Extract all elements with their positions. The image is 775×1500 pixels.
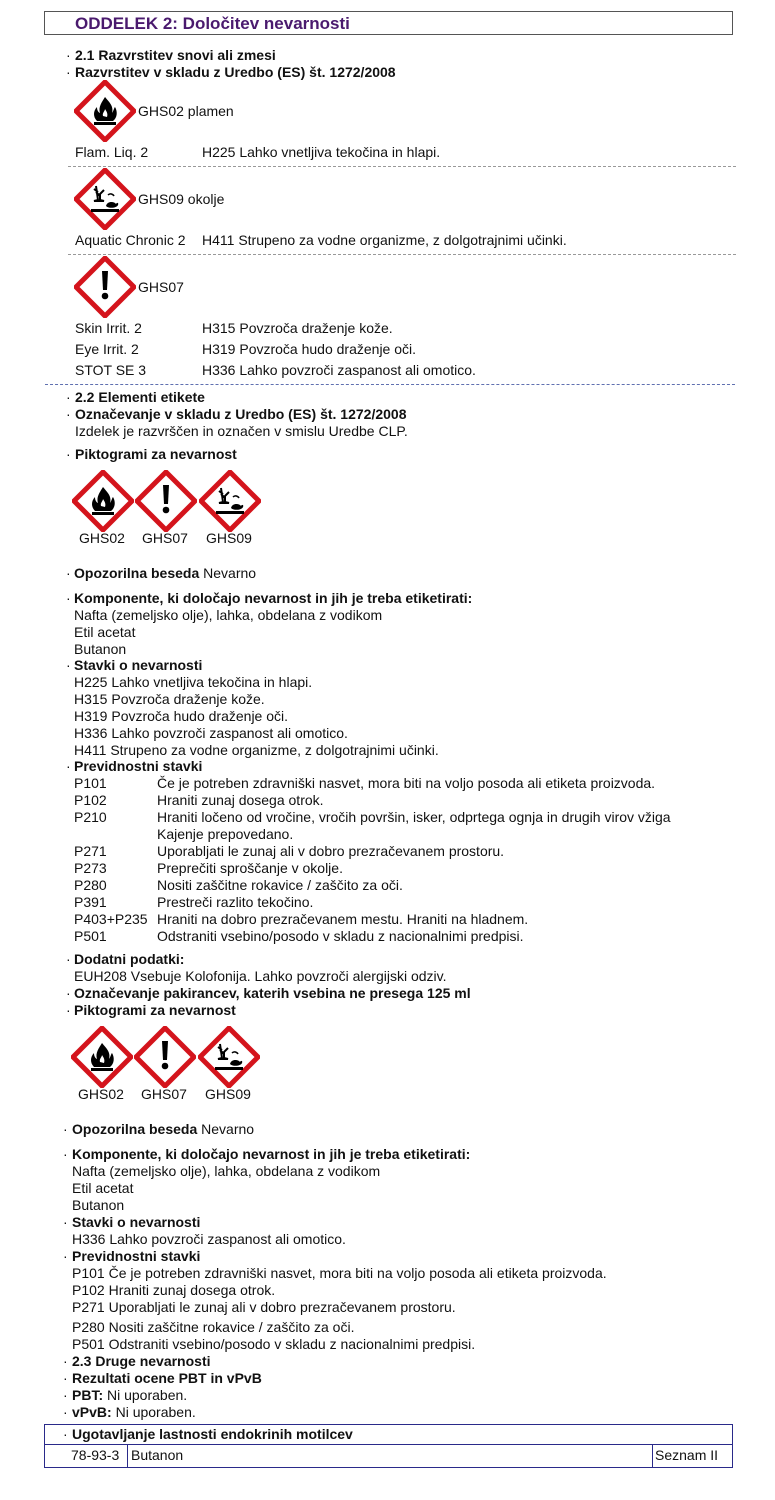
pictogram-label: GHS07 [138,279,184,295]
precaution-code: P280 [74,877,107,893]
hazard-item: H336 Lahko povzroči zaspanost ali omotico. [72,1231,346,1247]
precaution-code: P273 [74,860,107,876]
flame-icon [71,1026,133,1088]
precaution-text: Odstraniti vsebino/posodo v skladu z nacionalnimi predpisi. [157,928,524,944]
environment-icon [74,168,136,230]
hazard-item: H411 Strupeno za vodne organizme, z dolgotrajnimi učinki. [74,742,439,758]
pbt-result-part: Ni uporaben. [107,1387,188,1403]
subsection-heading-2-3: 2.3 Druge nevarnosti [72,1353,211,1369]
hazard-item: H336 Lahko povzroči zaspanost ali omotico. [74,725,348,741]
precaution-text: Nositi zaščitne rokavice / zaščito za oči. [157,877,403,893]
bullet: · [63,1404,68,1420]
cas-number: 78-93-3 [71,1447,120,1463]
small-signal-word-part: Opozorilna beseda [72,1121,202,1137]
small-hazard-heading: Stavki o nevarnosti [72,1214,201,1230]
precaution-code: P501 [74,928,107,944]
pbt-result-part: PBT: [72,1387,107,1403]
small-pictograms-heading: Piktogrami za nevarnost [74,1002,236,1018]
bullet: · [66,47,71,63]
pictogram-code: GHS07 [141,1086,187,1102]
precaution-code: P102 [74,792,107,808]
component-item: Etil acetat [74,624,136,640]
substance-name: Butanon [131,1447,184,1463]
pictogram-code: GHS09 [206,530,252,546]
flame-icon [74,80,136,142]
classification-heading: Razvrstitev v skladu z Uredbo (ES) št. 1272/2008 [75,64,396,80]
hazard-class: Eye Irrit. 2 [75,341,139,357]
precaution-text: Preprečiti sproščanje v okolje. [157,860,343,876]
environment-icon [199,470,261,532]
pictogram-code: GHS09 [205,1086,251,1102]
flame-icon-svg [72,470,134,532]
pictogram-code: GHS07 [142,530,188,546]
precaution-text-cont: Kajenje prepovedano. [157,826,294,842]
hazard-item: H315 Povzroča draženje kože. [74,691,265,707]
small-signal-word-part: Nevarno [201,1121,255,1137]
bullet: · [66,64,71,80]
exclamation-icon [74,256,136,318]
precaution-heading: Previdnostni stavki [74,758,203,774]
bullet: · [63,1426,68,1442]
vpvb-result [72,1404,196,1421]
small-precaution-heading: Previdnostni stavki [72,1248,201,1264]
pictogram-code: GHS02 [78,1086,124,1102]
precaution-code: P403+P235 [74,911,148,927]
flame-icon [72,470,134,532]
precaution-text: Hraniti na dobro prezračevanem mestu. Hraniti na hladnem. [157,911,529,927]
small-signal-word [72,1121,254,1138]
precaution-item: P102 Hraniti zunaj dosega otrok. [72,1282,276,1298]
pictogram-label: GHS02 plamen [138,103,234,119]
component-item: Butanon [74,641,127,657]
precaution-item: P271 Uporabljati le zunaj ali v dobro prezračevanem prostoru. [72,1299,456,1315]
bullet: · [66,389,71,405]
bullet: · [66,406,71,422]
pbt-heading: Rezultati ocene PBT in vPvB [72,1370,262,1386]
exclamation-icon [134,1026,196,1088]
precaution-item: P501 Odstraniti vsebino/posodo v skladu z nacionalnimi predpisi. [72,1336,476,1352]
labelling-heading: Označevanje v skladu z Uredbo (ES) št. 1272/2008 [75,406,407,422]
exclamation-icon-svg [135,470,197,532]
pictogram-code: GHS02 [79,530,125,546]
hazard-item: H225 Lahko vnetljiva tekočina in hlapi. [74,674,313,690]
environment-icon-svg [198,1026,260,1088]
hazard-statement: H319 Povzroča hudo draženje oči. [202,341,417,357]
pbt-result [72,1387,187,1404]
subsection-heading-2-2: 2.2 Elementi etikete [75,389,205,405]
bullet: · [66,985,71,1001]
vpvb-result-part: Ni uporaben. [115,1404,196,1420]
pictogram-label: GHS09 okolje [138,191,225,207]
hazard-statement: H225 Lahko vnetljiva tekočina in hlapi. [202,144,441,160]
precaution-text: Prestreči razlito tekočino. [157,894,314,910]
environment-icon-svg [74,168,136,230]
exclamation-icon [135,470,197,532]
bullet: · [66,590,71,606]
signal-word [74,565,256,582]
table-divider [44,1444,733,1445]
bullet: · [66,758,71,774]
hazard-heading: Stavki o nevarnosti [74,657,203,673]
precaution-item: P280 Nositi zaščitne rokavice / zaščito za oči. [72,1319,355,1335]
bullet: · [63,1248,68,1264]
group-divider [68,166,736,167]
components-heading: Komponente, ki določajo nevarnost in jih je treba etiketirati: [74,590,473,606]
small-pack-heading: Označevanje pakirancev, katerih vsebina ne presega 125 ml [74,985,471,1001]
hazard-item: H319 Povzroča hudo draženje oči. [74,708,289,724]
subsection-heading-2-1: 2.1 Razvrstitev snovi ali zmesi [75,47,276,63]
bullet: · [63,1214,68,1230]
bullet: · [63,1121,68,1137]
precaution-code: P210 [74,809,107,825]
bullet: · [66,565,71,581]
precaution-item: P101 Če je potreben zdravniški nasvet, mora biti na voljo posoda ali etiketa proizvoda. [72,1265,607,1281]
section-header [44,11,733,35]
bullet: · [63,1146,68,1162]
precaution-text: Hraniti zunaj dosega otrok. [157,792,324,808]
endocrine-heading: Ugotavljanje lastnosti endokrinih motilcev [72,1426,353,1442]
hazard-class: Flam. Liq. 2 [75,144,149,160]
bullet: · [63,1387,68,1403]
exclamation-icon-svg [134,1026,196,1088]
component-item: Nafta (zemeljsko olje), lahka, obdelana z vodikom [74,607,383,623]
hazard-statement: H411 Strupeno za vodne organizme, z dolgotrajnimi učinki. [202,232,567,248]
table-divider [127,1444,128,1468]
precaution-text: Uporabljati le zunaj ali v dobro prezračevanem prostoru. [157,843,505,859]
hazard-class: Aquatic Chronic 2 [75,232,186,248]
precaution-text: Če je potreben zdravniški nasvet, mora biti na voljo posoda ali etiketa proizvoda. [157,775,656,791]
component-item: Etil acetat [72,1180,134,1196]
small-components-heading: Komponente, ki določajo nevarnost in jih je treba etiketirati: [72,1146,471,1162]
bullet: · [63,1353,68,1369]
bullet: · [66,446,71,462]
hazard-class: Skin Irrit. 2 [75,320,142,336]
additional-heading: Dodatni podatki: [74,951,185,967]
table-divider [652,1444,653,1468]
environment-icon [198,1026,260,1088]
exclamation-icon-svg [74,256,136,318]
hazard-statement: H315 Povzroča draženje kože. [202,320,393,336]
list-name: Seznam II [655,1447,719,1463]
bullet: · [66,657,71,673]
hazard-statement: H336 Lahko povzroči zaspanost ali omotico. [202,362,476,378]
section-divider [45,384,735,385]
environment-icon-svg [199,470,261,532]
section-title: ODDELEK 2: Določitev nevarnosti [75,14,350,33]
precaution-code: P101 [74,775,107,791]
bullet: · [63,1370,68,1386]
group-divider [68,254,736,255]
bullet: · [66,951,71,967]
precaution-code: P391 [74,894,107,910]
additional-text: EUH208 Vsebuje Kolofonija. Lahko povzroči alergijski odziv. [74,968,447,984]
hazard-class: STOT SE 3 [75,362,147,378]
labelling-note: Izdelek je razvrščen in označen v smislu Uredbe CLP. [75,423,408,439]
flame-icon-svg [71,1026,133,1088]
vpvb-result-part: vPvB: [72,1404,116,1420]
bullet: · [66,1002,71,1018]
signal-word-part: Nevarno [203,565,257,581]
pictograms-heading: Piktogrami za nevarnost [75,446,237,462]
signal-word-part: Opozorilna beseda [74,565,204,581]
component-item: Butanon [72,1197,125,1213]
precaution-text: Hraniti ločeno od vročine, vročih površin, isker, odprtega ognja in drugih virov vžiga [157,809,671,825]
flame-icon-svg [74,80,136,142]
component-item: Nafta (zemeljsko olje), lahka, obdelana z vodikom [72,1163,381,1179]
precaution-code: P271 [74,843,107,859]
